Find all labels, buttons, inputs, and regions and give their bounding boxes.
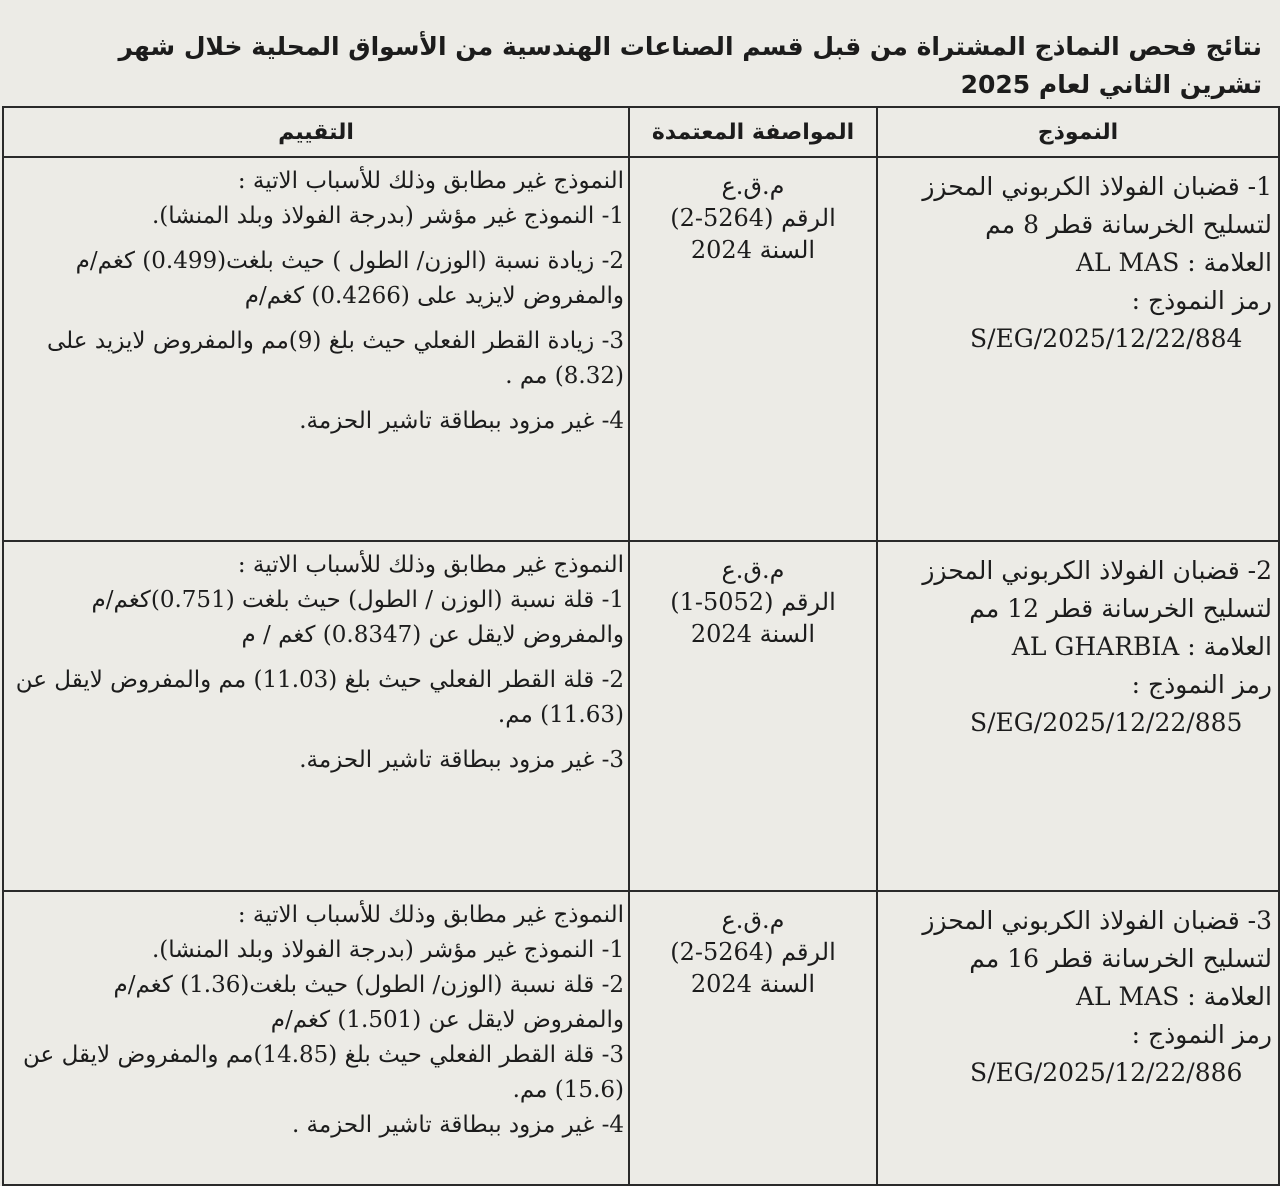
- brand-label: العلامة :: [1187, 982, 1272, 1011]
- evaluation-item: 2- زيادة نسبة (الوزن/ الطول ) حيث بلغت(0.499) كغم/م والمفروض لايزيد على (0.4266) كغم/م: [75, 248, 624, 309]
- model-name-line: لتسليح الخرسانة قطر 16 مم: [969, 944, 1272, 973]
- evaluation-item: 1- قلة نسبة (الوزن / الطول) حيث بلغت (0.751)كغم/م والمفروض لايقل عن (0.8347) كغم / م: [91, 587, 624, 648]
- model-name-line: لتسليح الخرسانة قطر 12 مم: [969, 594, 1272, 623]
- code-label: رمز النموذج :: [1131, 670, 1272, 699]
- spec-year: السنة 2024: [690, 236, 816, 264]
- brand-value: AL MAS: [1075, 982, 1180, 1011]
- spec-number: الرقم (5052-1): [670, 588, 836, 616]
- document-title: [62, 28, 1262, 104]
- brand-line: [882, 244, 1272, 282]
- model-name-line: 2- قضبان الفولاذ الكربوني المحزز: [922, 556, 1272, 585]
- spec-cell: [629, 891, 877, 1185]
- table-header-row: [3, 107, 1279, 157]
- brand-value: AL GHARBIA: [1011, 632, 1180, 661]
- evaluation-cell: [3, 541, 629, 891]
- evaluation-item: 3- قلة القطر الفعلي حيث بلغ (14.85)مم والمفروض لايقل عن (15.6) مم.: [23, 1042, 624, 1103]
- evaluation-item: 2- قلة القطر الفعلي حيث بلغ (11.03) مم والمفروض لايقل عن (11.63) مم.: [15, 667, 624, 728]
- spec-number: الرقم (5264-2): [670, 204, 836, 232]
- evaluation-intro: النموذج غير مطابق وذلك للأسباب الاتية :: [237, 552, 624, 578]
- evaluation-cell: [3, 157, 629, 541]
- title-line-2: تشرين الثاني لعام 2025: [960, 70, 1262, 99]
- spec-cell: [629, 157, 877, 541]
- header-model: النموذج: [877, 107, 1279, 157]
- header-evaluation: التقييم: [3, 107, 629, 157]
- code-label: رمز النموذج :: [1131, 1020, 1272, 1049]
- table-row: [3, 541, 1279, 891]
- model-cell: [877, 157, 1279, 541]
- model-cell: [877, 541, 1279, 891]
- code-value: S/EG/2025/12/22/886: [970, 1058, 1243, 1087]
- brand-line: [882, 628, 1272, 666]
- evaluation-item: 4- غير مزود ببطاقة تاشير الحزمة.: [299, 408, 624, 434]
- header-spec: المواصفة المعتمدة: [629, 107, 877, 157]
- code-label: رمز النموذج :: [1131, 286, 1272, 315]
- model-name-line: لتسليح الخرسانة قطر 8 مم: [985, 210, 1272, 239]
- spec-number: الرقم (5264-2): [670, 938, 836, 966]
- evaluation-item: 1- النموذج غير مؤشر (بدرجة الفولاذ وبلد المنشا).: [151, 937, 624, 963]
- spec-standard: م.ق.ع: [721, 556, 785, 584]
- table-row: [3, 157, 1279, 541]
- spec-standard: م.ق.ع: [721, 906, 785, 934]
- model-name-line: 1- قضبان الفولاذ الكربوني المحزز: [922, 172, 1272, 201]
- evaluation-item: 4- غير مزود ببطاقة تاشير الحزمة .: [291, 1112, 624, 1138]
- evaluation-item: 1- النموذج غير مؤشر (بدرجة الفولاذ وبلد المنشا).: [151, 203, 624, 229]
- evaluation-intro: النموذج غير مطابق وذلك للأسباب الاتية :: [237, 168, 624, 194]
- table-row: [3, 891, 1279, 1185]
- model-name-line: 3- قضبان الفولاذ الكربوني المحزز: [922, 906, 1272, 935]
- results-table: [2, 106, 1280, 1186]
- evaluation-intro: النموذج غير مطابق وذلك للأسباب الاتية :: [237, 902, 624, 928]
- code-value: S/EG/2025/12/22/884: [970, 324, 1243, 353]
- spec-standard: م.ق.ع: [721, 172, 785, 200]
- spec-cell: [629, 541, 877, 891]
- evaluation-cell: [3, 891, 629, 1185]
- evaluation-item: 2- قلة نسبة (الوزن/ الطول) حيث بلغت(1.36) كغم/م والمفروض لايقل عن (1.501) كغم/م: [113, 972, 624, 1033]
- model-cell: [877, 891, 1279, 1185]
- brand-line: [882, 978, 1272, 1016]
- title-line-1: نتائج فحص النماذج المشتراة من قبل قسم الصناعات الهندسية من الأسواق المحلية خلال شهر: [118, 32, 1262, 61]
- brand-value: AL MAS: [1075, 248, 1180, 277]
- code-value: S/EG/2025/12/22/885: [970, 708, 1243, 737]
- brand-label: العلامة :: [1187, 632, 1272, 661]
- spec-year: السنة 2024: [690, 970, 816, 998]
- evaluation-item: 3- غير مزود ببطاقة تاشير الحزمة.: [299, 747, 624, 773]
- brand-label: العلامة :: [1187, 248, 1272, 277]
- evaluation-item: 3- زيادة القطر الفعلي حيث بلغ (9)مم والمفروض لايزيد على (8.32) مم .: [47, 328, 624, 389]
- spec-year: السنة 2024: [690, 620, 816, 648]
